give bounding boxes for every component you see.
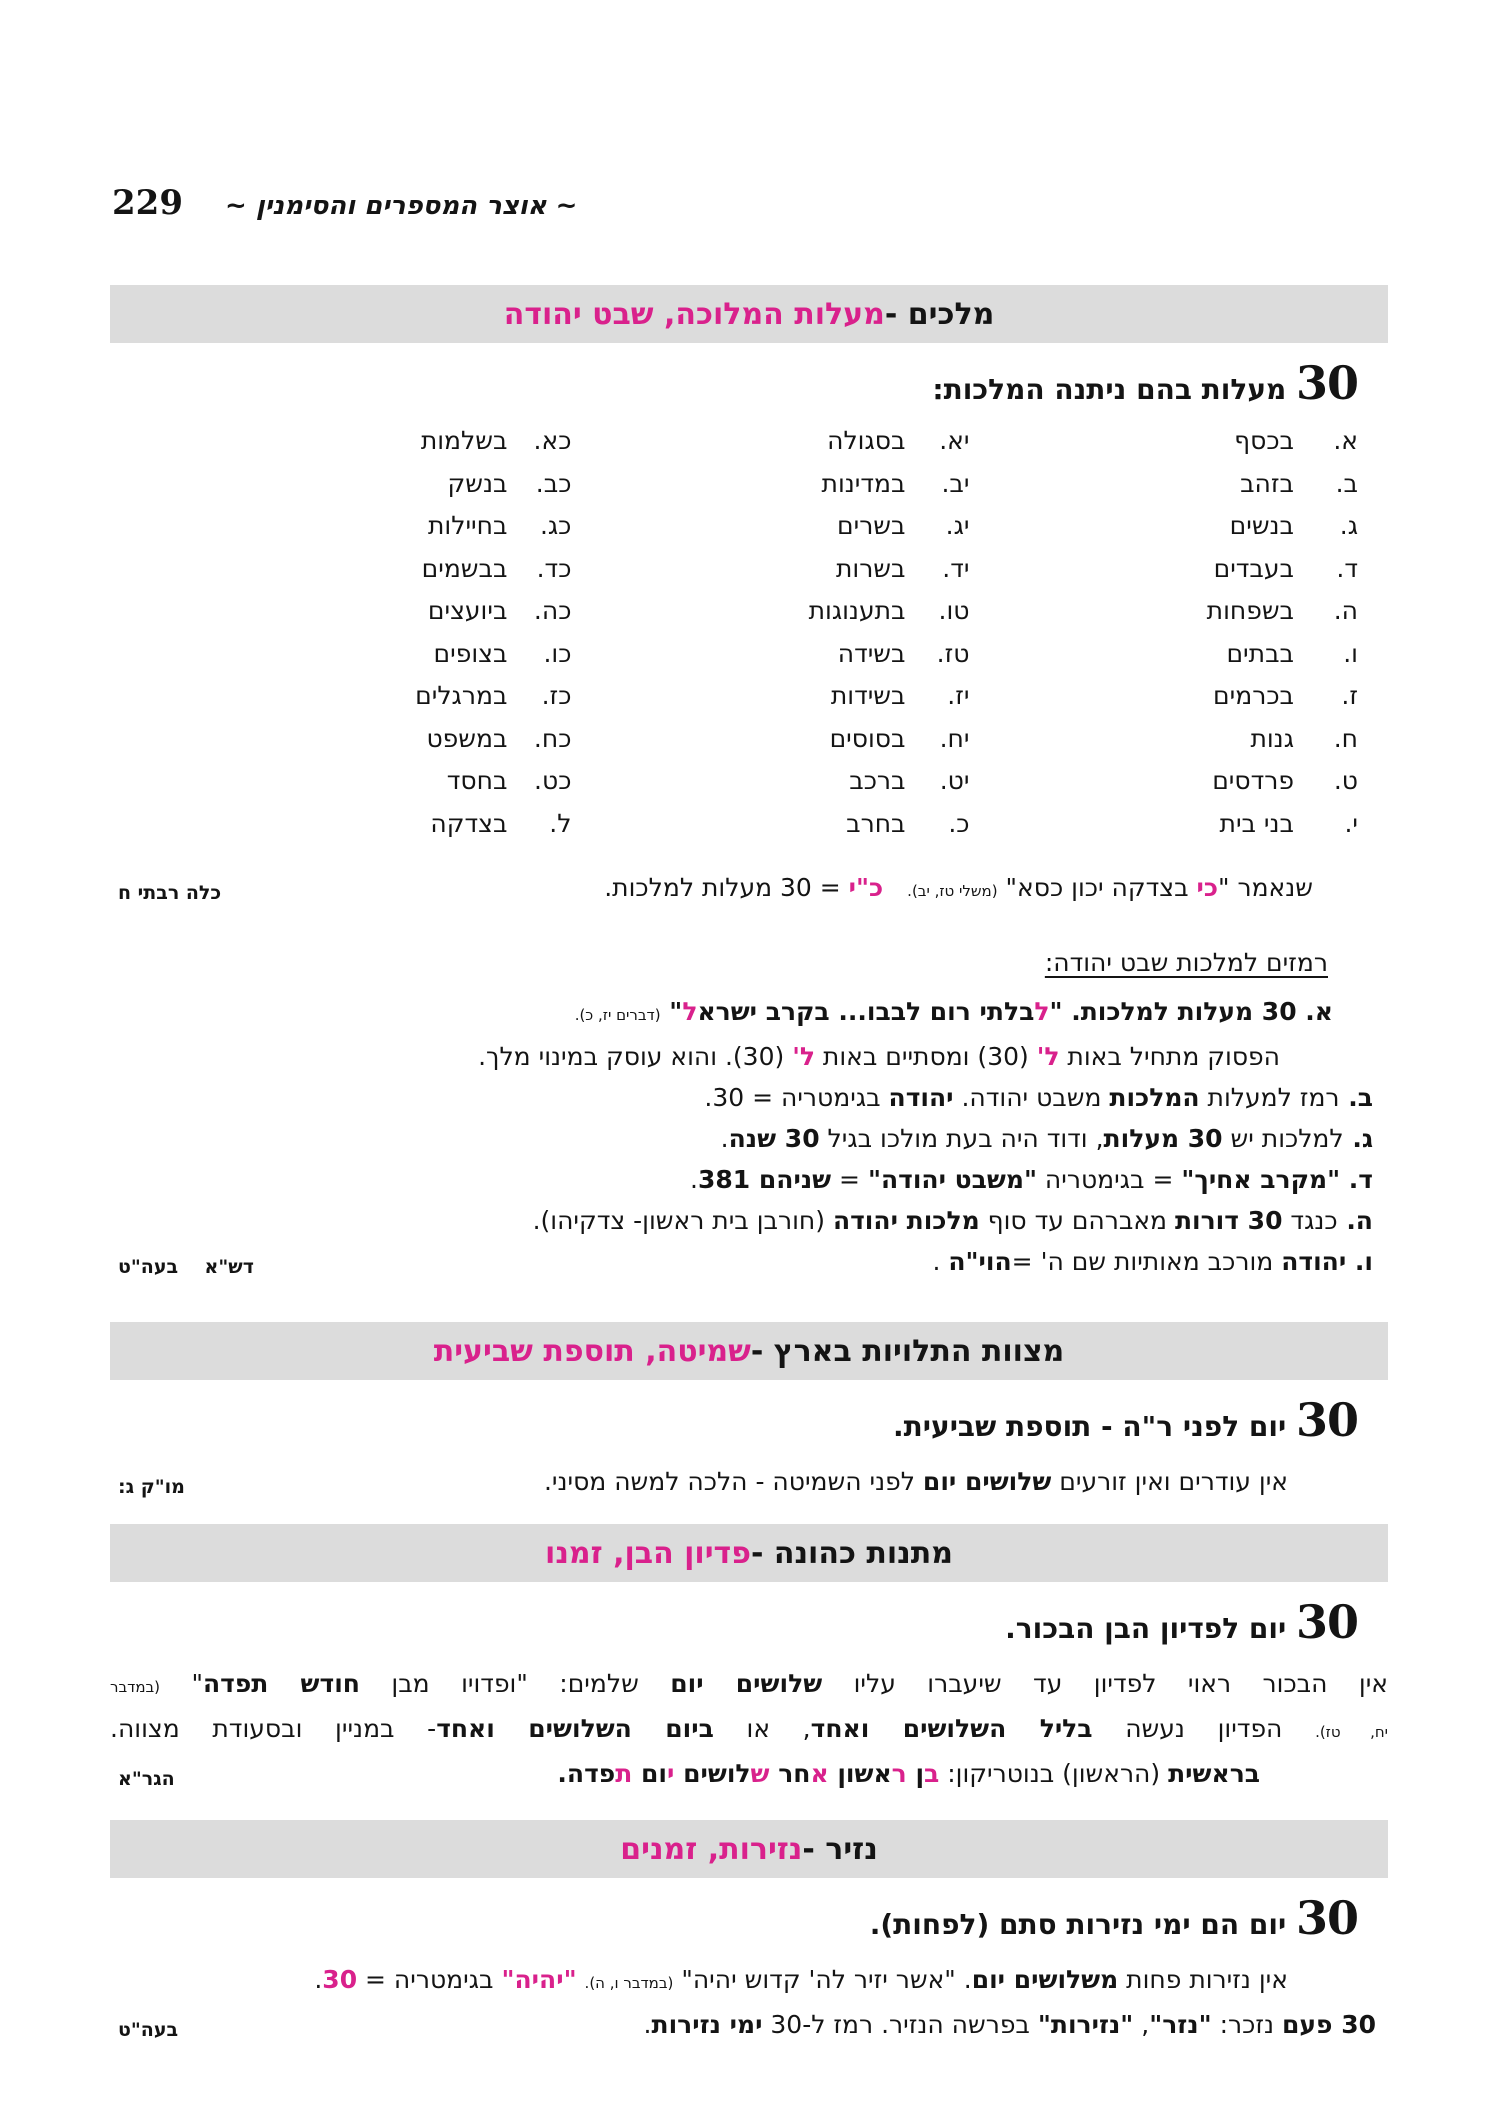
item-letter: ג. bbox=[1339, 511, 1358, 540]
proof-verse-text: שנאמר "כי בצדקה יכון כסא" (משלי טז, יב). כ"י = 30 מעלות למלכות. bbox=[604, 873, 1313, 902]
section-title-topic: מצוות התלויות בארץ - bbox=[750, 1333, 1065, 1369]
entry-heading: 30 יום לפני ר"ה - תוספת שביעית. bbox=[893, 1393, 1358, 1447]
section-title-subtopic: פדיון הבן, זמנו bbox=[545, 1535, 751, 1571]
remez-line-alef-cont: הפסוק מתחיל באות ל' (30) ומסתיים באות ל' (30). והוא עוסק במינוי מלך. bbox=[478, 1042, 1280, 1071]
section-title-bar bbox=[110, 1820, 1388, 1878]
item-letter: יג. bbox=[945, 511, 970, 540]
item-text: במשפט bbox=[426, 723, 508, 753]
item-letter: כו. bbox=[543, 638, 572, 668]
list-item bbox=[178, 511, 571, 554]
item-letter: ח. bbox=[1333, 723, 1358, 753]
body-line bbox=[110, 2004, 1388, 2045]
section-pidyon-haben bbox=[110, 1524, 1388, 1794]
item-text: בחסד bbox=[446, 766, 508, 795]
remez-line-vav-text: ו. יהודה מורכב מאותיות שם ה' =הוי"ה . bbox=[932, 1247, 1373, 1276]
item-letter: יז. bbox=[947, 681, 970, 710]
entry-heading: 30 יום לפדיון הבן הבכור. bbox=[1005, 1595, 1358, 1649]
item-text: בכרמים bbox=[1213, 681, 1294, 710]
item-letter: כה. bbox=[533, 596, 572, 625]
section-title-subtopic: נזירות, זמנים bbox=[620, 1831, 803, 1867]
item-text: בסוסים bbox=[829, 723, 906, 753]
list-item bbox=[969, 511, 1358, 554]
item-text: במדינות bbox=[821, 468, 906, 498]
section-shmita bbox=[110, 1322, 1388, 1502]
item-letter: ו. bbox=[1343, 638, 1358, 668]
list-item bbox=[571, 469, 969, 512]
item-text: בשידות bbox=[830, 681, 906, 710]
remez-line-bet: ב. רמז למעלות המלכות משבט יהודה. יהודה בגימטריה = 30. bbox=[704, 1083, 1373, 1112]
notarikon-text: בראשית (הראשון) בנוטריקון: בן ראשון אחר שלושים יום תפדה. bbox=[557, 1759, 1260, 1788]
item-letter: י. bbox=[1344, 808, 1358, 838]
entry-heading: 30 מעלות בהם ניתנה המלכות: bbox=[932, 356, 1358, 410]
list-item bbox=[178, 809, 571, 852]
item-text: בנשק bbox=[447, 468, 508, 498]
list-item bbox=[178, 681, 571, 724]
item-letter: ז. bbox=[1341, 681, 1358, 710]
item-letter: טז. bbox=[936, 638, 970, 668]
item-text: גנות bbox=[1250, 723, 1294, 753]
list-item bbox=[178, 426, 571, 469]
section-title-topic: נזיר - bbox=[802, 1831, 878, 1867]
item-letter: ה. bbox=[1333, 596, 1358, 625]
item-letter: כח. bbox=[533, 723, 572, 753]
list-item bbox=[571, 426, 969, 469]
list-item bbox=[969, 426, 1358, 469]
remez-line-alef: א. 30 מעלות למלכות. "לבלתי רום לבבו... בקרב ישראל" (דברים יז, כ). bbox=[574, 997, 1333, 1026]
section-melachim bbox=[110, 285, 1388, 1282]
body-line: יח, טז). הפדיון נעשה בליל השלושים ואחד, או ביום השלושים ואחד- במניין ובסעודת מצווה. bbox=[110, 1714, 1389, 1743]
section-title-bar bbox=[110, 285, 1388, 343]
section-title-bar bbox=[110, 1524, 1388, 1582]
item-text: בצופים bbox=[433, 638, 508, 668]
section-title-topic: מלכים - bbox=[884, 296, 995, 332]
item-letter: כד. bbox=[536, 553, 572, 583]
item-text: בבשמים bbox=[421, 553, 508, 583]
item-letter: ב. bbox=[1335, 468, 1358, 498]
list-item bbox=[571, 596, 969, 639]
item-text: בחרב bbox=[846, 808, 906, 838]
item-text: בזהב bbox=[1240, 468, 1294, 498]
list-item bbox=[178, 766, 571, 809]
item-letter: יד. bbox=[942, 553, 970, 583]
list-item bbox=[571, 511, 969, 554]
item-text: בסגולה bbox=[827, 426, 906, 455]
list-item bbox=[969, 809, 1358, 852]
remez-line-vav bbox=[110, 1241, 1388, 1282]
item-letter: יח. bbox=[939, 723, 970, 753]
section-title-subtopic: שמיטה, תוספת שביעית bbox=[433, 1333, 751, 1369]
remez-line-gimel: ג. למלכות יש 30 מעלות, ודוד היה בעת מולכו בגיל 30 שנה. bbox=[720, 1124, 1373, 1153]
item-text: בבתים bbox=[1226, 638, 1294, 668]
list-item bbox=[178, 639, 571, 682]
margin-source-note: כלה רבתי ח bbox=[118, 882, 222, 904]
enumerated-list-30 bbox=[178, 426, 1358, 851]
item-letter: טו. bbox=[938, 596, 970, 625]
item-letter: כב. bbox=[535, 468, 572, 498]
list-item bbox=[969, 596, 1358, 639]
proof-verse-line bbox=[110, 867, 1388, 912]
page-header bbox=[112, 183, 577, 223]
item-letter: כז. bbox=[541, 681, 572, 710]
item-letter: כ. bbox=[948, 808, 970, 838]
body-line: אין נזירות פחות משלושים יום. "אשר יזיר לה' קדוש יהיה" (במדבר ו, ה). "יהיה" בגימטריה = 30. bbox=[314, 1965, 1288, 1994]
item-letter: ט. bbox=[1333, 766, 1358, 795]
section-nazir bbox=[110, 1820, 1388, 2045]
body-line bbox=[110, 1461, 1388, 1502]
item-letter: יט. bbox=[939, 766, 970, 795]
item-letter: יב. bbox=[941, 468, 970, 498]
list-item bbox=[969, 681, 1358, 724]
list-item bbox=[178, 596, 571, 639]
item-text: ברכב bbox=[849, 766, 906, 795]
item-text: בצדקה bbox=[430, 808, 508, 838]
list-item bbox=[969, 554, 1358, 597]
item-text: בשפחות bbox=[1206, 596, 1294, 625]
section-title-topic: מתנות כהונה - bbox=[750, 1535, 953, 1571]
list-item bbox=[571, 809, 969, 852]
item-text: בחיילות bbox=[428, 511, 508, 540]
remazim-list bbox=[110, 991, 1388, 1282]
list-item bbox=[178, 554, 571, 597]
entry-heading: 30 יום הם ימי נזירות סתם (לפחות). bbox=[869, 1891, 1358, 1945]
list-item bbox=[178, 469, 571, 512]
item-text: בשרות bbox=[835, 553, 906, 583]
item-text: פרדסים bbox=[1212, 766, 1294, 795]
remazim-subheading bbox=[110, 942, 1388, 983]
section-title-subtopic: מעלות המלוכה, שבט יהודה bbox=[503, 296, 885, 332]
list-item bbox=[969, 724, 1358, 767]
list-item bbox=[571, 554, 969, 597]
item-letter: יא. bbox=[939, 426, 970, 455]
list-item bbox=[178, 724, 571, 767]
page-content bbox=[110, 285, 1388, 2045]
item-letter: ד. bbox=[1336, 553, 1358, 583]
item-text: בעבדים bbox=[1213, 553, 1294, 583]
item-text: בנשים bbox=[1229, 511, 1294, 540]
list-item bbox=[969, 766, 1358, 809]
item-letter: א. bbox=[1333, 426, 1358, 455]
body-line-text: 30 פעם נזכר: "נזר", "נזירות" בפרשה הנזיר. רמז ל-30 ימי נזירות. bbox=[643, 2010, 1376, 2039]
list-item bbox=[969, 639, 1358, 682]
item-text: בשרים bbox=[837, 511, 906, 540]
list-item bbox=[571, 681, 969, 724]
item-text: בכסף bbox=[1234, 426, 1294, 455]
body-line-text: אין עודרים ואין זורעים שלושים יום לפני השמיטה - הלכה למשה מסיני. bbox=[543, 1467, 1288, 1496]
page-number: 229 bbox=[112, 183, 183, 223]
section-title-bar bbox=[110, 1322, 1388, 1380]
notarikon-line bbox=[110, 1753, 1388, 1794]
list-item bbox=[571, 639, 969, 682]
item-text: בני בית bbox=[1219, 808, 1294, 838]
item-letter: כט. bbox=[534, 766, 572, 795]
margin-source-note: מו"ק ג: bbox=[118, 1476, 185, 1498]
item-text: בשידה bbox=[837, 638, 906, 668]
body-line: אין הבכור ראוי לפדיון עד שיעברו עליו שלושים יום שלמים: "ופדויו מבן חודש תפדה" (במדבר bbox=[110, 1669, 1389, 1698]
list-item bbox=[571, 766, 969, 809]
remez-line-dalet: ד. "מקרב אחיך" = בגימטריה "משבט יהודה" = שניהם 381. bbox=[690, 1165, 1373, 1194]
list-item bbox=[969, 469, 1358, 512]
item-text: בתענוגות bbox=[808, 596, 906, 625]
item-text: ביועצים bbox=[427, 596, 508, 625]
margin-source-note: דש"א בעה"ט bbox=[118, 1256, 254, 1278]
margin-source-note: בעה"ט bbox=[118, 2019, 179, 2041]
item-letter: ל. bbox=[549, 808, 572, 838]
item-text: בשלמות bbox=[420, 426, 508, 455]
item-text: במרגלים bbox=[415, 681, 508, 710]
book-title: ~ אוצר המספרים והסימנין ~ bbox=[224, 191, 578, 221]
remez-line-he: ה. כנגד 30 דורות מאברהם עד סוף מלכות יהודה (חורבן בית ראשון- צדקיהו). bbox=[532, 1206, 1373, 1235]
margin-source-note: הגר"א bbox=[118, 1768, 175, 1790]
item-letter: כג. bbox=[539, 511, 572, 540]
item-letter: כא. bbox=[533, 426, 572, 455]
remazim-subheading-text: רמזים למלכות שבט יהודה: bbox=[1044, 948, 1328, 977]
list-item bbox=[571, 724, 969, 767]
